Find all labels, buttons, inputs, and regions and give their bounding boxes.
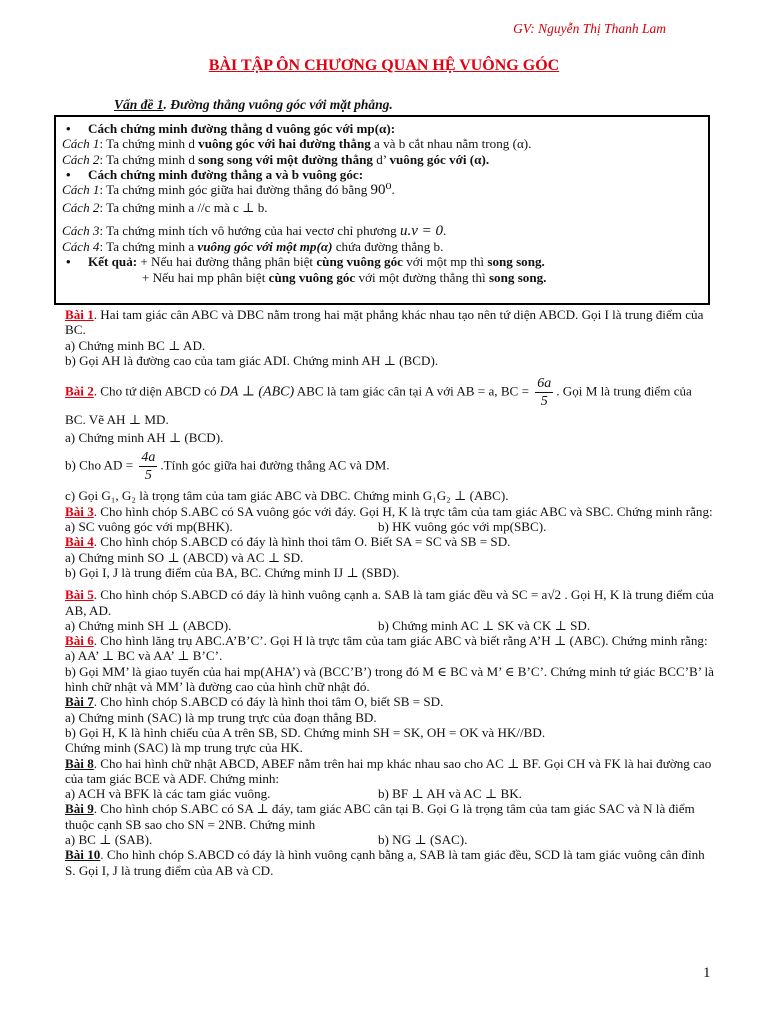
result-bold: song song.	[488, 269, 547, 285]
problem-1	[65, 307, 715, 338]
problem-7	[65, 694, 715, 709]
problem-parts-row	[65, 618, 715, 633]
problem-10	[65, 847, 715, 878]
method-text: : Ta chứng minh góc giữa hai đường thẳng đó bằng	[99, 182, 371, 198]
method-label: Cách 2	[62, 151, 100, 167]
problem-text: .Tính góc giữa hai đường thẳng AC và DM.	[160, 457, 390, 473]
problem-part: a) SC vuông góc với mp(BHK).	[65, 519, 233, 535]
method-text: : Ta chứng minh tích vô hướng của hai vectơ chỉ phương	[99, 222, 401, 238]
problem-label: Bài 3	[65, 503, 94, 519]
problem-label: Bài 6	[65, 633, 94, 649]
result-label: Kết quả:	[88, 254, 138, 270]
result-text: với một đường thẳng thì	[355, 269, 489, 285]
problem-text: . Cho hình chóp S.ABCD có đáy là hình vuông cạnh a. SAB là tam giác đều và SC = a√2 . Gọi H, K là trung điểm của AB, AD.	[65, 587, 714, 618]
fraction-denominator: 5	[144, 468, 152, 484]
problem-part: b) HK vuông góc với mp(SBC).	[378, 519, 547, 535]
method-bold: song song với một đường thẳng	[198, 151, 373, 167]
problem-part: a) BC ⊥ (SAB).	[65, 832, 153, 848]
problem-parts-row	[65, 832, 715, 847]
box-heading-2: Cách chứng minh đường thẳng a và b vuông góc:	[88, 166, 364, 182]
method-text: a và b cắt nhau nằm trong (α).	[370, 136, 532, 152]
fraction-numerator: 6a	[537, 376, 552, 392]
result-text: + Nếu hai đường thẳng phân biệt	[137, 254, 317, 270]
method-label: Cách 2	[62, 200, 100, 216]
problem-part: a) Chứng minh SO ⊥ (ABCD) và AC ⊥ SD.	[65, 549, 304, 565]
problem-5	[65, 587, 715, 618]
method-label: Cách 4	[62, 239, 100, 255]
angle-value: 90⁰	[370, 182, 392, 199]
problem-part: a) AA’ ⊥ BC và AA’ ⊥ B’C’.	[65, 648, 223, 664]
problem-part: a) Chứng minh AH ⊥ (BCD).	[65, 430, 224, 446]
problem-text: . Gọi M là trung điểm của BC. Vẽ AH ⊥ MD.	[65, 383, 692, 428]
problem-label: Bài 4	[65, 534, 94, 550]
problem-part: a) ACH và BFK là các tam giác vuông.	[65, 786, 271, 802]
problem-text: . Hai tam giác cân ABC và DBC nằm trong hai mặt phẳng khác nhau tạo nên tứ diện ABCD. Gọi I là trung điểm của BC.	[65, 307, 704, 338]
problem-text: . Cho tứ diện ABCD có	[93, 383, 220, 399]
problem-text: . Cho hình chóp S.ABCD có đáy là hình vuông cạnh bằng a, SAB là tam giác đều, SCD là tam giác vuông cân đỉnh S. Gọi I, J là trung điểm của AB và CD.	[65, 847, 705, 878]
problem-part: a) Chứng minh (SAC) là mp trung trực của đoạn thẳng BD.	[65, 709, 377, 725]
problem-part: c) Gọi G₁, G₂ là trọng tâm của tam giác ABC và DBC. Chứng minh G₁G₂ ⊥ (ABC).	[65, 488, 509, 504]
problem-part: b) NG ⊥ (SAC).	[378, 832, 468, 848]
problem-4	[65, 534, 715, 549]
method-text: : Ta chứng minh a //c mà c ⊥ b.	[99, 200, 268, 216]
method-bold: vuông góc với hai đường thẳng	[198, 136, 371, 152]
problem-text: b) Cho AD =	[65, 457, 137, 473]
problem-label: Bài 8	[65, 755, 94, 771]
method-text: .	[391, 182, 395, 198]
problem-part: b) Gọi AH là đường cao của tam giác ADI. Chứng minh AH ⊥ (BCD).	[65, 352, 439, 368]
result-bold: cùng vuông góc	[316, 254, 403, 270]
problem-text: . Cho hình chóp S.ABC có SA ⊥ đáy, tam giác ABC cân tại B. Gọi G là trọng tâm của tam giác SAC và N là điểm thuộc cạnh SB sao cho SN = 2NB. Chứng minh	[65, 801, 695, 832]
result-bold: cùng vuông góc	[268, 269, 356, 285]
method-text: : Ta chứng minh d	[99, 151, 199, 167]
problem-list	[65, 307, 715, 878]
fraction	[139, 449, 157, 484]
problem-text: . Cho hình chóp S.ABCD có đáy là hình thoi tâm O. Biết SA = SC và SB = SD.	[93, 534, 511, 550]
fraction-denominator: 5	[540, 394, 548, 410]
problem-part: b) Gọi MM’ là giao tuyến của hai mp(AHA’) và (BCC’B’) trong đó M ∈ BC và M’ ∈ B’C’. Chứng minh tứ giác BCC’B’ là hình chữ nhật và MM’ là đường cao của hình chữ nhật đó.	[65, 663, 714, 695]
problem-2	[65, 375, 715, 430]
problem-part: b) Chứng minh AC ⊥ SK và CK ⊥ SD.	[378, 617, 591, 633]
problem-text: ABC là tam giác cân tại A với AB = a, BC =	[294, 383, 533, 399]
problem-text: . Cho hình chóp S.ABC có SA vuông góc với đáy. Gọi H, K là trực tâm của tam giác ABC và SBC. Chứng minh rằng:	[93, 503, 713, 519]
box-heading-1: Cách chứng minh đường thẳng d vuông góc với mp(α):	[88, 121, 396, 136]
problem-label: Bài 10	[65, 847, 101, 863]
problem-label: Bài 5	[65, 587, 94, 603]
result-bold: song song.	[487, 254, 545, 270]
method-text: .	[443, 222, 447, 238]
problem-parts-row	[65, 786, 715, 801]
page-title: BÀI TẬP ÔN CHƯƠNG QUAN HỆ VUÔNG GÓC	[208, 57, 560, 74]
problem-label: Bài 7	[65, 694, 94, 710]
problem-parts-row	[65, 519, 715, 534]
problem-part: b) Gọi H, K là hình chiếu của A trên SB, SD. Chứng minh SH = SK, OH = OK và HK//BD.	[65, 724, 546, 740]
problem-part: b) BF ⊥ AH và AC ⊥ BK.	[378, 786, 522, 802]
fraction-numerator: 4a	[141, 450, 156, 466]
method-bold: vuông góc với một mp(α)	[197, 239, 333, 255]
section-heading	[114, 97, 393, 112]
method-label: Cách 3	[62, 222, 100, 238]
problem-label: Bài 9	[65, 801, 94, 817]
method-text: : Ta chứng minh d	[99, 136, 199, 152]
problem-text: . Cho hình lăng trụ ABC.A’B’C’. Gọi H là trực tâm của tam giác ABC và biết rằng A’H ⊥ (ABC). Chứng minh rằng:	[93, 633, 708, 649]
problem-label: Bài 2	[65, 383, 94, 399]
section-text: . Đường thẳng vuông góc với mặt phẳng.	[163, 97, 393, 112]
problem-part	[65, 449, 715, 484]
method-label: Cách 1	[62, 182, 100, 198]
problem-9	[65, 801, 715, 832]
problem-part: a) Chứng minh BC ⊥ AD.	[65, 337, 206, 353]
problem-part: Chứng minh (SAC) là mp trung trực của HK.	[65, 740, 303, 756]
author-header: GV: Nguyễn Thị Thanh Lam	[513, 21, 666, 36]
problem-text: . Cho hình chóp S.ABCD có đáy là hình thoi tâm O, biết SB = SD.	[93, 694, 444, 710]
method-text: d’	[372, 151, 390, 167]
dot-product-formula: u.v = 0	[400, 222, 444, 239]
result-text: với một mp thì	[402, 254, 488, 270]
method-text: chứa đường thẳng b.	[332, 239, 444, 255]
problem-text: . Cho hai hình chữ nhật ABCD, ABEF nằm trên hai mp khác nhau sao cho AC ⊥ BF. Gọi CH và FK là hai đường cao của tam giác BCE và ADF. Chứng minh:	[65, 755, 712, 786]
problem-6	[65, 633, 715, 648]
problem-3	[65, 504, 715, 519]
problem-8	[65, 756, 715, 787]
method-summary-box	[54, 115, 710, 305]
problem-part: a) Chứng minh SH ⊥ (ABCD).	[65, 617, 232, 633]
problem-label: Bài 1	[65, 307, 94, 322]
problem-part: b) Gọi I, J là trung điểm của BA, BC. Chứng minh IJ ⊥ (SBD).	[65, 564, 400, 580]
result-text: + Nếu hai mp phân biệt	[142, 269, 269, 285]
fraction	[535, 375, 553, 410]
method-text: : Ta chứng minh a	[99, 239, 198, 255]
section-label: Vấn đề 1	[114, 97, 164, 112]
method-bold: vuông góc với (α).	[389, 151, 490, 167]
perpendicular-formula: DA ⊥ (ABC)	[219, 384, 295, 400]
page-number: 1	[703, 965, 711, 981]
method-label: Cách 1	[62, 136, 100, 152]
